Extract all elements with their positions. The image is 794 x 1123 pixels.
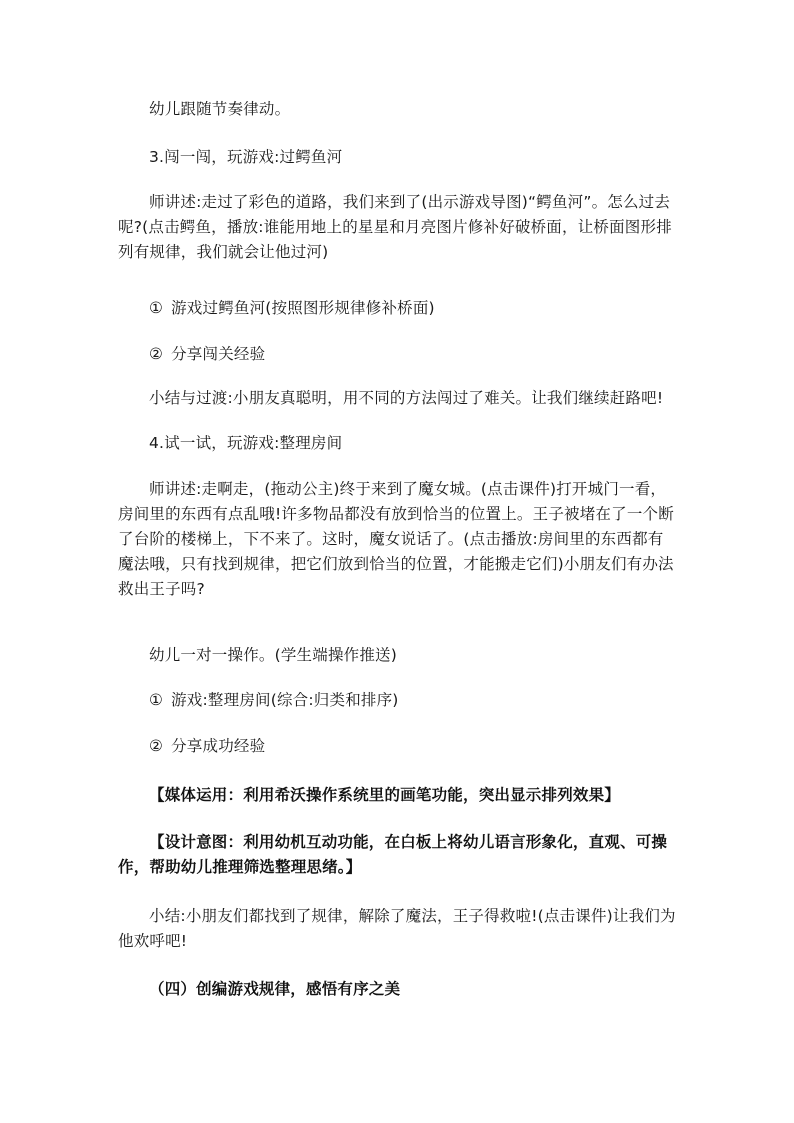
paragraph-teacher-room: 师讲述:走啊走，(拖动公主)终于来到了魔女城。(点击课件)打开城门一看，房间里的东西有点乱哦!许多物品都没有放到恰当的位置上。王子被堵在了一个断了台阶的楼梯上，下不来了。这时，魔女说话了。(点击播放:房间里的东西都有魔法哦，只有找到规律，把它们放到恰当的位置，才能搬走它们)小朋友们有办法救出王子吗? <box>118 480 674 598</box>
paragraph-summary-transition: 小结与过渡:小朋友真聪明，用不同的方法闯过了难关。让我们继续赶路吧! <box>149 389 664 407</box>
paragraph-rhythm: 幼儿跟随节奏律动。 <box>149 100 291 118</box>
paragraph-teacher-crocodile: 师讲述:走过了彩色的道路，我们来到了(出示游戏导图)“鳄鱼河”。怎么过去呢?(点击鳄鱼，播放:谁能用地上的星星和月亮图片修补好破桥面，让桥面图形排列有规律，我们就会让他过河) <box>118 193 672 261</box>
note-design-intent: 【设计意图：利用幼机互动功能，在白板上将幼儿语言形象化，直观、可操作，帮助幼儿推理筛选整理思绪。】 <box>118 832 668 876</box>
bullet-text: 分享成功经验 <box>171 737 266 755</box>
bullet-tidy-game <box>149 688 709 713</box>
heading-crocodile-river: 3.闯一闯，玩游戏:过鳄鱼河 <box>149 148 343 166</box>
heading-section-four: （四）创编游戏规律，感悟有序之美 <box>149 979 401 998</box>
note-media-usage: 【媒体运用：利用希沃操作系统里的画笔功能，突出显示排列效果】 <box>149 785 621 804</box>
bullet-mark: ② <box>149 737 164 755</box>
bullet-crocodile-game <box>149 296 709 321</box>
paragraph-one-on-one: 幼儿一对一操作。(学生端操作推送) <box>149 646 397 664</box>
bullet-share-experience <box>149 342 709 367</box>
bullet-share-success <box>149 734 709 759</box>
heading-tidy-room: 4.试一试，玩游戏:整理房间 <box>149 434 343 452</box>
bullet-text: 分享闯关经验 <box>171 345 266 363</box>
bullet-text: 游戏过鳄鱼河(按照图形规律修补桥面) <box>171 299 435 317</box>
bullet-mark: ② <box>149 345 164 363</box>
paragraph-final-summary: 小结:小朋友们都找到了规律，解除了魔法，王子得救啦!(点击课件)让我们为他欢呼吧! <box>118 907 676 950</box>
bullet-text: 游戏:整理房间(综合:归类和排序) <box>171 691 399 709</box>
bullet-mark: ① <box>149 691 164 709</box>
bullet-mark: ① <box>149 299 164 317</box>
